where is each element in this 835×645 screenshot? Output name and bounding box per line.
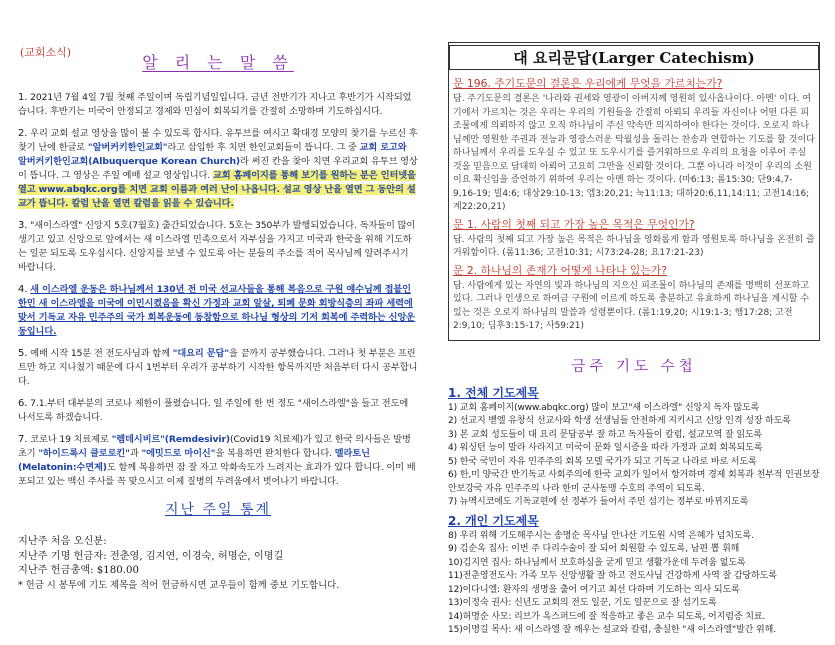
prayer-item: 14)허명순 사모: 리브가 옥스퍼드에 잘 적응하고 좋은 교수 되도록, 어지럼증 치료.: [448, 611, 766, 622]
notice-list: [18, 91, 418, 489]
notices-title: 알 리 는 말 씀: [142, 53, 294, 72]
prayer-item: 15)이명길 목사: 새 이스라엘 잘 깨우는 설교와 칼럼, 충실한 "새 이스라엘"발간 위해.: [448, 625, 776, 635]
prayer-item: 3) 본 교회 성도들이 대 요리 문답공부 잘 하고 독자들이 칼럼, 설교모역 잘 읽도록: [448, 429, 763, 440]
prayer-item: 6) 한,미 양국간 반기독교 사회주의에 한국 교회가 일어서 항거하며 경제 회복과 천부적 인권보장 안보강국 자유 민주주의 나라 한미 군사동맹 수호의 주역이 되도록.: [448, 470, 820, 494]
prayer-title: 금주 기도 수첩: [571, 358, 697, 375]
prayer-item: 10)김지연 집사: 하나님께서 보호하심을 굳게 믿고 생활가운데 두려움 없도록: [448, 557, 746, 568]
notice-item: 7. 코로나 19 치료제로 "렘데시비르"(Remdesivir)(Covid19 치료제)가 있고 한국 의사들은 발병 초기 "하이드록시 클로로킨"과 "에밋드로 마이신"을 복용하면 완치한다 합니다. 멜라토닌(Melatonin:수면제)도 함께 복용하면 잠 잘 자고 악화속도가 느려지는 효과가 있다 합니다. 이미 배포되고 있는 백신 주사를 꼭 맞으시고 이제 질병의 두려움에서 벗어나기 바랍니다.: [18, 434, 416, 487]
prayer-item: 5) 한국 국민이 자유 민주주의 회복 모델 국가가 되고 기독교 나라로 바로 서도록: [448, 456, 757, 467]
prayer-item: 8) 우리 위해 기도해주시는 송명순 목사님 안나산 기도원 시역 은혜가 넘치도록.: [448, 530, 754, 541]
prayer-group-title: 2. 개인 기도제목: [448, 513, 539, 528]
section-tag: (교회소식): [20, 46, 72, 59]
catechism-answer: 답. 사람에게 있는 자연의 빛과 하나님의 지으신 피조물이 하나님의 존재를 명백히 선포하고 있다. 그러나 인생으로 하여금 구원에 이르게 하도록 충분하고 유효하게 하나님을 계시할 수 있는 것은 오로지 하나님의 말씀과 성령뿐이다. (롬1:19,20; 시19:1-3; 행17:28; 고전2:9,10; 딤후3:15-17; 사59:21): [453, 280, 810, 331]
stats-block: [18, 535, 418, 593]
notice-item: 3. "새이스라엘" 신앙지 5호(7월호) 출간되었습니다. 5호는 350부가 발행되었습니다. 독자들이 많이 생기고 있고 신앙으로 앞에서는 새 이스라엘 민족으로서 자부심을 가지고 미국과 한국을 위해 기도하는 일꾼 되도록 도우십시다. 신앙지를 보낼 수 있도록 아는 분들의 주소를 적어 목사님께 알려주시기 바랍니다.: [18, 220, 416, 273]
prayer-item: 7) 뉴멕시코에도 기독교편에 선 정부가 들어서 주민 섬기는 정부로 바뀌지도록: [448, 497, 749, 507]
catechism-answer: 답. 주기도문의 결론은 '나라와 권세와 영광이 아버지께 영원히 있사옵나이다. 아멘' 이다. 여기에서 가르치는 것은 우리는 우리의 기원들을 간절히 아뢰되 우리들 자신이나 어떤 다른 피조물에게 의뢰하지 않고 오직 하나님이 주신 약속만 의지하여야 한다는 것이다. 오로지 하나님께만 영원한 주권과 전능과 영광스러운 탁월성을 돌리는 찬송과 연합하는 기도를 할 것이다 하나님께서 우리를 도우실 수 있고 또 도우시기를 즐거워하므로 우리의 요청을 이루어 주실 것을 믿음으로 담대히 아뢰어 고요히 그만을 신뢰할 것이다. 그뿐 아니라 이것이 우리의 소원이요 확신임을 증언하기 위하여 우리는 아멘 하는 것이다. (마6:13; 롬15:30; 단9:4,7-9,16-19; 빌4:6; 대상29:10-13; 엡3:20,21; 눅11:13; 대하20:6,11,14:11; 고전14:16; 계22:20,21): [453, 94, 815, 212]
notice-item: 6. 7.1.부터 대부분의 코로나 제한이 풀렸습니다. 일 주일에 한 번 정도 "새이스라엘"을 들고 전도에 나서도록 하겠습니다.: [18, 398, 409, 423]
catechism-question: 문 2. 하나님의 존재가 어떻게 나타나 있는가?: [453, 263, 667, 277]
stats-title: 지난 주일 통계: [164, 502, 272, 518]
prayer-item: 11)전춘영전도사: 가족 모두 신앙생활 잘 하고 전도사님 건강하게 사역 잘 감당하도록: [448, 571, 777, 581]
catechism-question: 문 1. 사람의 첫째 되고 가장 높은 목적은 무엇인가?: [453, 217, 695, 231]
notice-item: 2. 우리 교회 설교 영상을 많이 볼 수 있도록 합시다. 유투브를 여시고 확대경 모양의 찾기를 누르신 후 찾기 난에 한글로 "알버커키한인교회"라고 삽입한 후 치면 한인교회들이 뜹니다. 그 중 교회 로고와 알버커키한인교회(Albuquerque Korean Church)라 써진 칸을 찾아 치면 우리교회 유투브 영상이 뜹니다. 그 영상은 주일 예배 설교 영상입니다. 교회 홈페이지를 통해 보기를 원하는 분은 인터넷을 열고 www.abqkc.org를 치면 교회 이름과 여러 난이 나옵니다. 설교 영상 난을 열면 그 동안의 설교가 뜹니다. 칼럼 난을 열면 칼럼을 읽을 수 있습니다.: [18, 128, 418, 209]
left-column: [18, 42, 418, 593]
prayer-item: 2) 선교지 벧엘 유창식 선교사와 학생 선생님들 안전하게 지키시고 신앙 인격 성장 하도록: [448, 416, 791, 426]
stats-line: 지난주 헌금총액: $180.00: [18, 565, 139, 576]
catechism-question: 문 196. 주기도문의 결론은 우리에게 무엇을 가르치는가?: [453, 77, 723, 90]
catechism-title: 대 요리문답(Larger Catechism): [449, 45, 819, 70]
prayer-list: [448, 384, 820, 638]
catechism-answer: 답. 사람의 첫째 되고 가장 높은 목적은 하나님을 영화롭게 함과 영원토록 하나님을 온전히 즐거워함이다. (롬11:36; 고전10:31; 시73:24-28; 요17:21-23): [453, 234, 815, 258]
catechism-box: [448, 42, 820, 341]
prayer-item: 4) 워싱턴 능이 말라 사라지고 미국이 문화 일시증을 따라 가정과 교회 회복되도록: [448, 443, 763, 453]
notice-item: 5. 예배 시작 15분 전 전도사님과 함께 "대요리 문답"을 끝까지 공부했습니다. 그러나 첫 부분은 프린트만 하고 지나쳤기 때문에 다시 1번부터 우리가 공부하기 시작한 항목까지만 처음부터 다시 공부합니다.: [18, 348, 418, 387]
prayer-group-title: 1. 전체 기도제목: [448, 385, 539, 400]
stats-line: 지난주 처음 오신분:: [18, 536, 107, 547]
stats-line: 지난주 기명 헌금자: 전춘영, 김지연, 이경숙, 허명순, 이명길: [18, 550, 284, 562]
right-column: [448, 42, 820, 638]
prayer-item: 1) 교회 홈페이지(www.abqkc.org) 많이 보고"새 이스라엘" 신앙지 독자 많도록: [448, 402, 760, 413]
notice-item: 1. 2021년 7월 4일 7월 첫째 주일이며 독립기념일입니다. 금년 전반기가 지나고 후반기가 시작되었습니다. 후반기는 미국이 안정되고 경제와 민심이 회복되기를 간절히 소망하며 기도하십시다.: [18, 92, 412, 117]
stats-note: * 헌금 시 봉투에 기도 제목을 적어 헌금하시면 교우들이 함께 중보 기도합니다.: [18, 579, 340, 591]
prayer-item: 9) 김순옥 집사: 이번 주 다리수술이 잘 되어 회원할 수 있도록, 남편 뽑 휘해: [448, 544, 740, 554]
prayer-item: 13)이정숙 권사: 신년도 교회의 전도 일꾼, 기도 일꾼으로 잘 섬기도록: [448, 598, 717, 608]
prayer-item: 12)이다니엘: 환자의 생명을 출어 여기고 최선 다하며 기도하는 의사 되도록: [448, 584, 740, 595]
notice-item: 4. 새 이스라엘 운동은 하나님께서 130년 전 미국 선교사들을 통해 복음으로 구원 얘수님께 접붙인 한민 새 이스라엘을 미국에 이민시켰음을 확신 가정과 교회 알살, 퇴폐 문화 회방식층의 좌파 세력에 맞서 기독교 자유 민주주의 국가 회복운동에 동참함으로 하나님 형상의 기저 회복에 주력하는 신앙운동입니다.: [18, 284, 415, 337]
